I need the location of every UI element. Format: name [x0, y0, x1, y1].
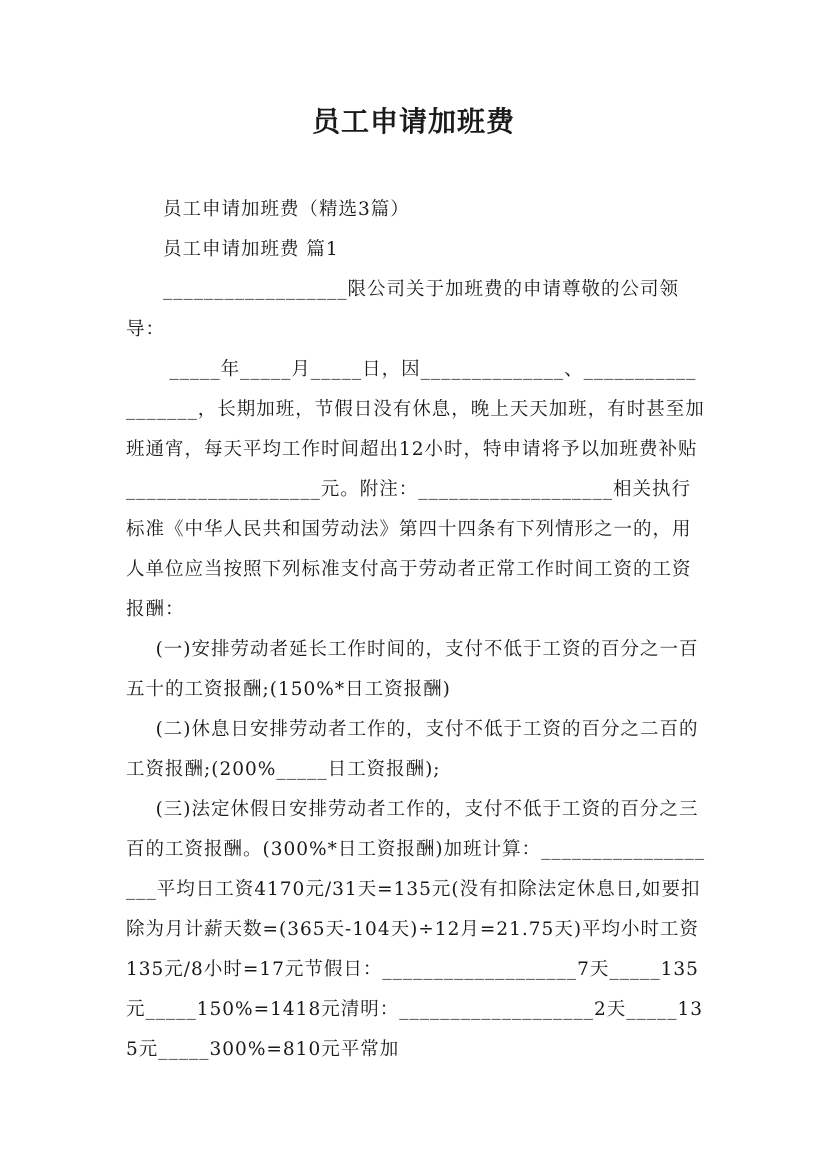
body-paragraph: (一)安排劳动者延长工作时间的，支付不低于工资的百分之一百五十的工资报酬;(150%*日工资报酬) — [126, 639, 699, 700]
subtitle-paragraph: 员工申请加班费（精选3篇） — [163, 199, 410, 220]
document-body — [126, 190, 706, 1070]
document-title: 员工申请加班费 — [311, 105, 515, 138]
body-paragraph: (二)休息日安排劳动者工作的，支付不低于工资的百分之二百的工资报酬;(200%_____日工资报酬); — [126, 719, 699, 780]
body-paragraph: _____年_____月_____日，因______________、__________________，长期加班，节假日没有休息，晚上天天加班，有时甚至加班通宵，每天平均工作时间超出12小时，特申请将予以加班费补贴___________________元。附注：___________________相关执行标准《中华人民共和国劳动法》第四十四条有下列情形之一的，用人单位应当按照下列标准支付高于劳动者正常工作时间工资的工资报酬： — [126, 359, 705, 620]
section-heading: 员工申请加班费 篇1 — [163, 239, 339, 260]
body-paragraph: (三)法定休假日安排劳动者工作的，支付不低于工资的百分之三百的工资报酬。(300%*日工资报酬)加班计算：___________________平均日工资4170元/31天=135元(没有扣除法定休息日,如要扣除为月计薪天数=(365天-104天)÷12月=21.75天)平均小时工资135元/8小时=17元节假日：___________________7天_____135元_____150%=1418元清明：___________________2天_____135元_____300%=810元平常加 — [126, 799, 706, 1060]
salutation-paragraph: __________________限公司关于加班费的申请尊敬的公司领导： — [126, 279, 680, 340]
